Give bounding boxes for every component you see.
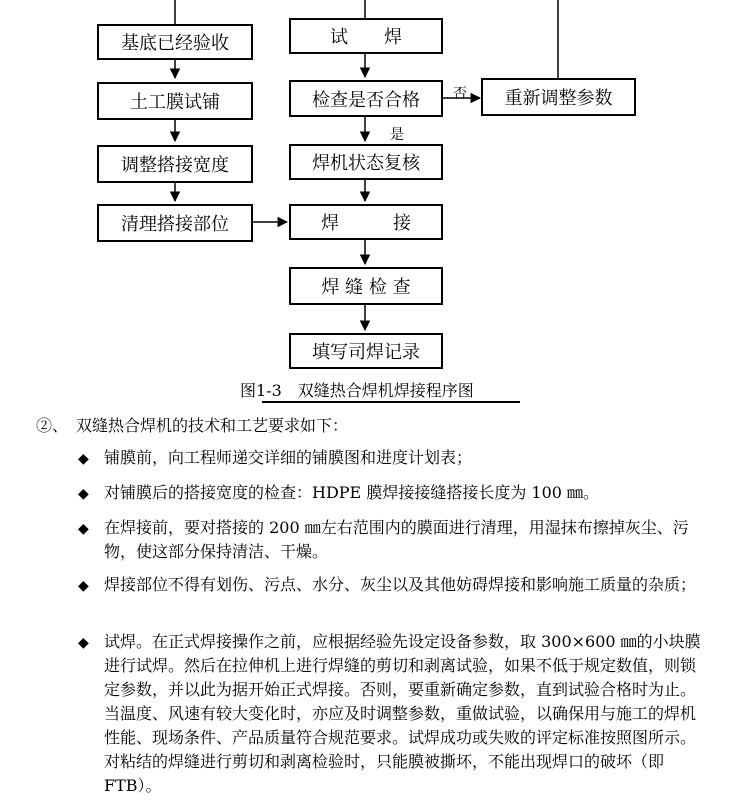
list-item: 焊接部位不得有划伤、污点、水分、灰尘以及其他妨碍焊接和影响施工质量的杂质；: [104, 575, 697, 594]
caption-underline: [262, 401, 520, 403]
list-item: 试焊。在正式焊接操作之前，应根据经验先设定设备参数，取 300×600 ㎜的小块膜进行试焊。然后在拉伸机上进行焊缝的剪切和剥离试验，如果不低于规定数值，则锁定参数，并以此为据开始正式焊接。否则，要重新确定参数，直到试验合格时为止。当温度、风速有较大变化时，亦应及时调整参数，重做试验，以确保用与施工的焊机性能、现场条件、产品质量符合规范要求。试焊成功或失败的评定标准按照图所示。对粘结的焊缝进行剪切和剥离检验时，只能膜被撕坏，不能出现焊口的破坏（即 FTB）。: [104, 632, 701, 795]
label-yes: 是: [390, 127, 404, 143]
list-item: 在焊接前，要对搭接的 200 ㎜左右范围内的膜面进行清理，用湿抹布擦掉灰尘、污物，使这部分保持清洁、干燥。: [104, 518, 689, 561]
section-title: ②、 双缝热合焊机的技术和工艺要求如下：: [36, 416, 349, 435]
flow-box-welding: 焊 接: [289, 204, 443, 240]
list-item: 对铺膜后的搭接宽度的检查：HDPE 膜焊接接缝搭接长度为 100 ㎜。: [104, 483, 600, 502]
flow-box-substrate-accepted: 基底已经验收: [97, 24, 253, 60]
flow-box-clean-overlap-area: 清理搭接部位: [97, 204, 253, 242]
bullet-icon: ◆: [78, 635, 89, 651]
label-no: 否: [453, 86, 467, 102]
list-item: 铺膜前，向工程师递交详细的铺膜图和进度计划表；: [104, 448, 473, 467]
flow-box-check-qualified: 检查是否合格: [289, 80, 443, 117]
flow-box-fill-welding-record: 填写司焊记录: [289, 333, 443, 369]
flow-box-trial-welding: 试 焊: [289, 18, 443, 54]
bullet-icon: ◆: [78, 521, 89, 537]
flow-box-geomembrane-trial-laying: 土工膜试铺: [97, 82, 253, 120]
bullet-icon: ◆: [78, 451, 89, 467]
flow-box-welder-status-recheck: 焊机状态复核: [289, 144, 443, 180]
flow-box-adjust-overlap-width: 调整搭接宽度: [97, 145, 253, 183]
flow-box-readjust-parameters: 重新调整参数: [481, 78, 636, 116]
figure-caption: 图1-3 双缝热合焊机焊接程序图: [240, 381, 474, 400]
flow-box-seam-inspection: 焊 缝 检 查: [289, 267, 443, 305]
bullet-icon: ◆: [78, 578, 89, 594]
bullet-icon: ◆: [78, 486, 89, 502]
